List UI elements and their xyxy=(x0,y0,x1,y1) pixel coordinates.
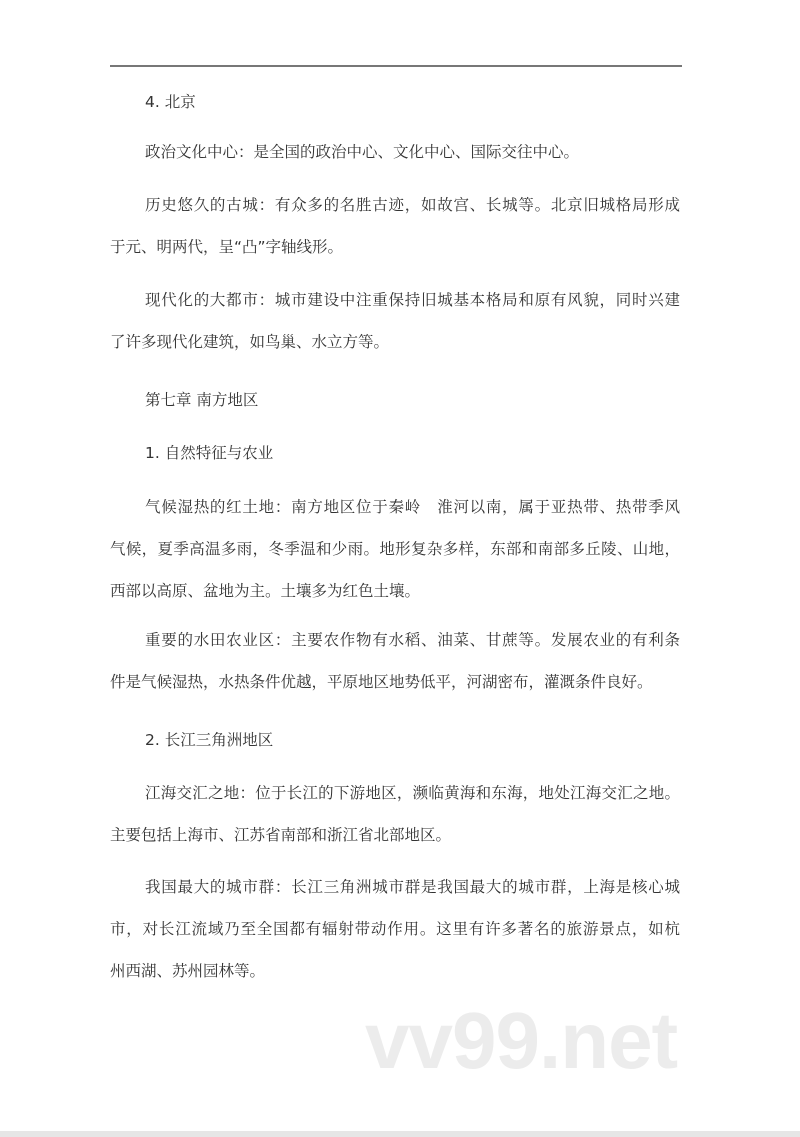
watermark: vv99.net xyxy=(365,996,678,1085)
section-heading xyxy=(110,730,680,772)
header-rule xyxy=(110,65,682,67)
text-line: 1. 自然特征与农业 xyxy=(145,444,274,462)
text-line: 2. 长江三角洲地区 xyxy=(145,731,274,749)
text-line: 我国最大的城市群：长江三角洲城市群是我国最大的城市群，上海是核心城 xyxy=(145,878,680,896)
text-line: 件是气候湿热，水热条件优越，平原地区地势低平，河湖密布，灌溉条件良好。 xyxy=(110,673,653,691)
page-bottom-edge xyxy=(0,1131,800,1137)
text-line: 第七章 南方地区 xyxy=(145,391,259,409)
section-heading xyxy=(110,443,680,485)
section-heading xyxy=(110,390,680,432)
text-line: 市，对长江流域乃至全国都有辐射带动作用。这里有许多著名的旅游景点，如杭 xyxy=(110,920,680,938)
paragraph xyxy=(110,497,680,623)
text-line: 了许多现代化建筑，如鸟巢、水立方等。 xyxy=(110,333,390,351)
text-line: 气候湿热的红土地：南方地区位于秦岭 淮河以南，属于亚热带、热带季风 xyxy=(145,498,680,516)
text-line: 于元、明两代，呈“凸”字轴线形。 xyxy=(110,238,344,256)
text-line: 重要的水田农业区：主要农作物有水稻、油菜、甘蔗等。发展农业的有利条 xyxy=(145,631,680,649)
text-line: 西部以高原、盆地为主。土壤多为红色土壤。 xyxy=(110,582,421,600)
text-line: 现代化的大都市：城市建设中注重保持旧城基本格局和原有风貌，同时兴建 xyxy=(145,291,680,309)
text-line: 江海交汇之地：位于长江的下游地区，濒临黄海和东海，地处江海交汇之地。 xyxy=(145,784,680,802)
paragraph xyxy=(110,290,680,374)
paragraph xyxy=(110,142,680,184)
paragraph xyxy=(110,783,680,867)
paragraph xyxy=(110,195,680,279)
paragraph xyxy=(110,630,680,714)
text-line: 气候，夏季高温多雨，冬季温和少雨。地形复杂多样，东部和南部多丘陵、山地， xyxy=(110,540,680,558)
text-line: 历史悠久的古城：有众多的名胜古迹，如故宫、长城等。北京旧城格局形成 xyxy=(145,196,680,214)
text-line: 主要包括上海市、江苏省南部和浙江省北部地区。 xyxy=(110,826,452,844)
section-heading xyxy=(110,92,680,134)
text-line: 4. 北京 xyxy=(145,93,196,111)
paragraph xyxy=(110,877,680,1003)
text-line: 州西湖、苏州园林等。 xyxy=(110,962,266,980)
text-line: 政治文化中心：是全国的政治中心、文化中心、国际交往中心。 xyxy=(145,143,580,161)
